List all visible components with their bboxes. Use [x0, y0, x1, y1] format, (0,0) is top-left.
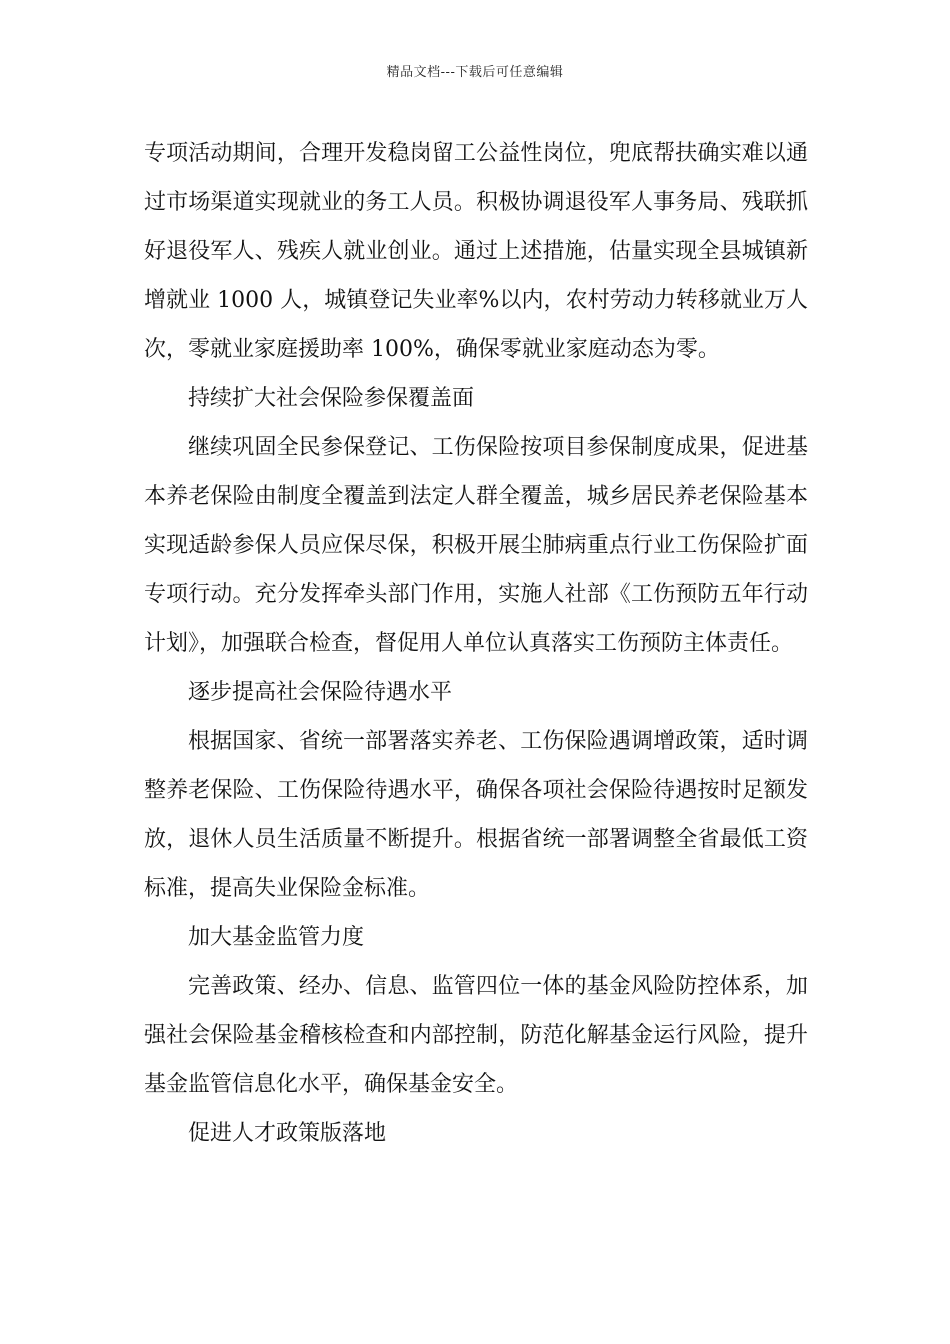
body-paragraph: 完善政策、经办、信息、监管四位一体的基金风险防控体系，加强社会保险基金稽核检查和内部控制，防范化解基金运行风险，提升基金监管信息化水平，确保基金安全。: [144, 974, 808, 1097]
section-heading: 加大基金监管力度: [188, 925, 365, 950]
document-body: [144, 129, 808, 1158]
page-header: 精品文档---下载后可任意编辑: [386, 65, 564, 80]
section-heading: 持续扩大社会保险参保覆盖面: [188, 386, 475, 411]
body-paragraph: 根据国家、省统一部署落实养老、工伤保险遇调增政策，适时调整养老保险、工伤保险待遇水平，确保各项社会保险待遇按时足额发放，退休人员生活质量不断提升。根据省统一部署调整全省最低工资标准，提高失业保险金标准。: [144, 729, 808, 901]
section-heading: 促进人才政策版落地: [188, 1121, 387, 1146]
body-paragraph: 专项活动期间，合理开发稳岗留工公益性岗位，兜底帮扶确实难以通过市场渠道实现就业的务工人员。积极协调退役军人事务局、残联抓好退役军人、残疾人就业创业。通过上述措施，估量实现全县城镇新增就业 1000 人，城镇登记失业率%以内，农村劳动力转移就业万人次，零就业家庭援助率 100%，确保零就业家庭动态为零。: [144, 141, 808, 362]
body-paragraph: 继续巩固全民参保登记、工伤保险按项目参保制度成果，促进基本养老保险由制度全覆盖到法定人群全覆盖，城乡居民养老保险基本实现适龄参保人员应保尽保，积极开展尘肺病重点行业工伤保险扩面专项行动。充分发挥牵头部门作用，实施人社部《工伤预防五年行动计划》，加强联合检查，督促用人单位认真落实工伤预防主体责任。: [144, 435, 808, 656]
section-heading: 逐步提高社会保险待遇水平: [188, 680, 453, 705]
